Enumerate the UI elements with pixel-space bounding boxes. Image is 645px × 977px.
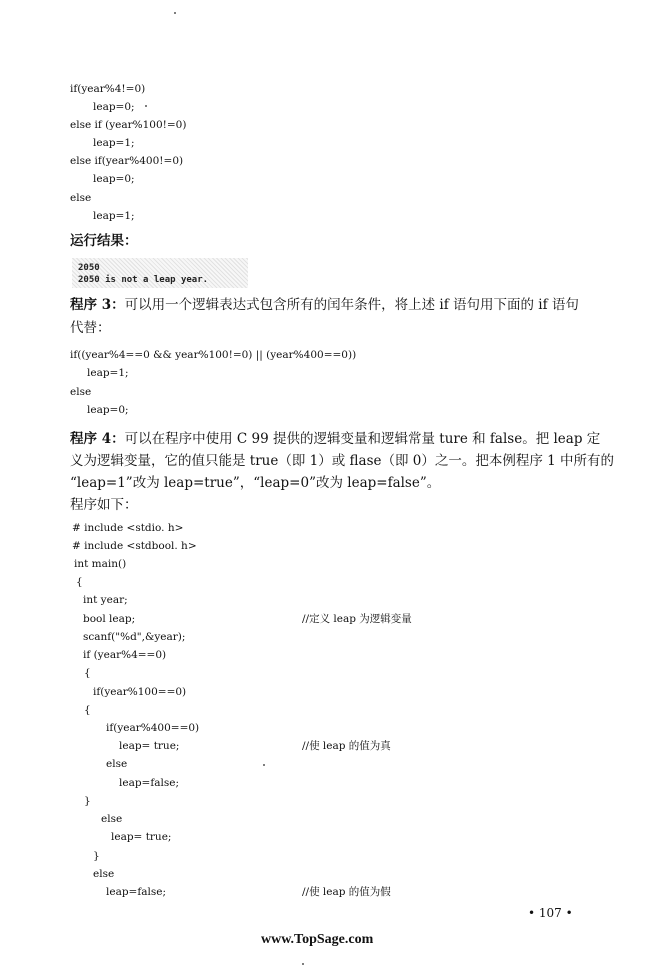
output-line: 2050: [78, 263, 100, 273]
code-comment: //使 leap 的值为真: [302, 740, 391, 752]
program4-text: 义为逻辑变量，它的值只能是 true（即 1）或 flase（即 0）之一。把本例程序 1 中所有的: [70, 453, 615, 469]
program3-paragraph: [70, 299, 579, 313]
program4-paragraph: [70, 433, 600, 447]
code-line: }: [84, 795, 91, 807]
code-line: leap=1;: [93, 137, 135, 149]
code-line: }: [93, 850, 100, 862]
page-number: • 107 •: [528, 906, 573, 920]
run-output-box: [72, 258, 248, 288]
code-line: # include <stdio. h>: [72, 522, 184, 534]
scan-speck: [302, 963, 304, 965]
code-line: leap= true;: [119, 740, 180, 752]
program4-text: “leap=1”改为 leap=true”，“leap=0”改为 leap=false”。: [70, 475, 441, 491]
code-line: else: [70, 386, 92, 398]
program3-label: 程序 3：: [70, 297, 125, 313]
code-line: int year;: [83, 594, 128, 606]
code-line: if(year%4!=0): [70, 83, 146, 95]
scan-speck: [145, 105, 147, 107]
code-line: else: [93, 868, 115, 880]
code-line: leap=1;: [87, 367, 129, 379]
code-line: int main(): [74, 558, 127, 570]
output-line: 2050 is not a leap year.: [78, 275, 209, 285]
code-line: if(year%400==0): [106, 722, 200, 734]
code-line: leap=0;: [93, 173, 135, 185]
code-comment: //使 leap 的值为假: [302, 886, 391, 898]
program4-label: 程序 4：: [70, 431, 125, 447]
code-comment: //定义 leap 为逻辑变量: [302, 613, 412, 625]
run-result-heading: 运行结果：: [70, 233, 138, 249]
scan-speck: [263, 764, 265, 766]
code-line: leap=false;: [106, 886, 166, 898]
footer-url: www.TopSage.com: [261, 932, 374, 947]
code-line: if (year%4==0): [83, 649, 167, 661]
code-line: if((year%4==0 && year%100!=0) || (year%400==0)): [70, 349, 357, 361]
code-line: leap=0;: [87, 404, 129, 416]
code-line: leap= true;: [111, 831, 172, 843]
code-line: leap=false;: [119, 777, 179, 789]
code-line: bool leap;: [83, 613, 136, 625]
code-line: {: [84, 667, 91, 679]
code-line: {: [84, 704, 91, 716]
code-line: else: [101, 813, 123, 825]
code-line: else: [106, 758, 128, 770]
code-line: scanf("%d",&year);: [83, 631, 186, 643]
code-line: leap=1;: [93, 210, 135, 222]
code-line: else if (year%100!=0): [70, 119, 187, 131]
scan-speck: [174, 12, 176, 14]
code-line: # include <stdbool. h>: [72, 540, 197, 552]
code-line: {: [76, 576, 83, 588]
code-line: leap=0;: [93, 101, 135, 113]
program4-text: 程序如下：: [70, 497, 138, 513]
program3-text: 代替：: [70, 320, 111, 336]
code-line: if(year%100==0): [93, 686, 187, 698]
program4-text: 可以在程序中使用 C 99 提供的逻辑变量和逻辑常量 ture 和 false。把 leap 定: [124, 431, 601, 447]
code-line: else if(year%400!=0): [70, 155, 184, 167]
code-line: else: [70, 192, 92, 204]
program3-text: 可以用一个逻辑表达式包含所有的闰年条件，将上述 if 语句用下面的 if 语句: [124, 297, 579, 313]
